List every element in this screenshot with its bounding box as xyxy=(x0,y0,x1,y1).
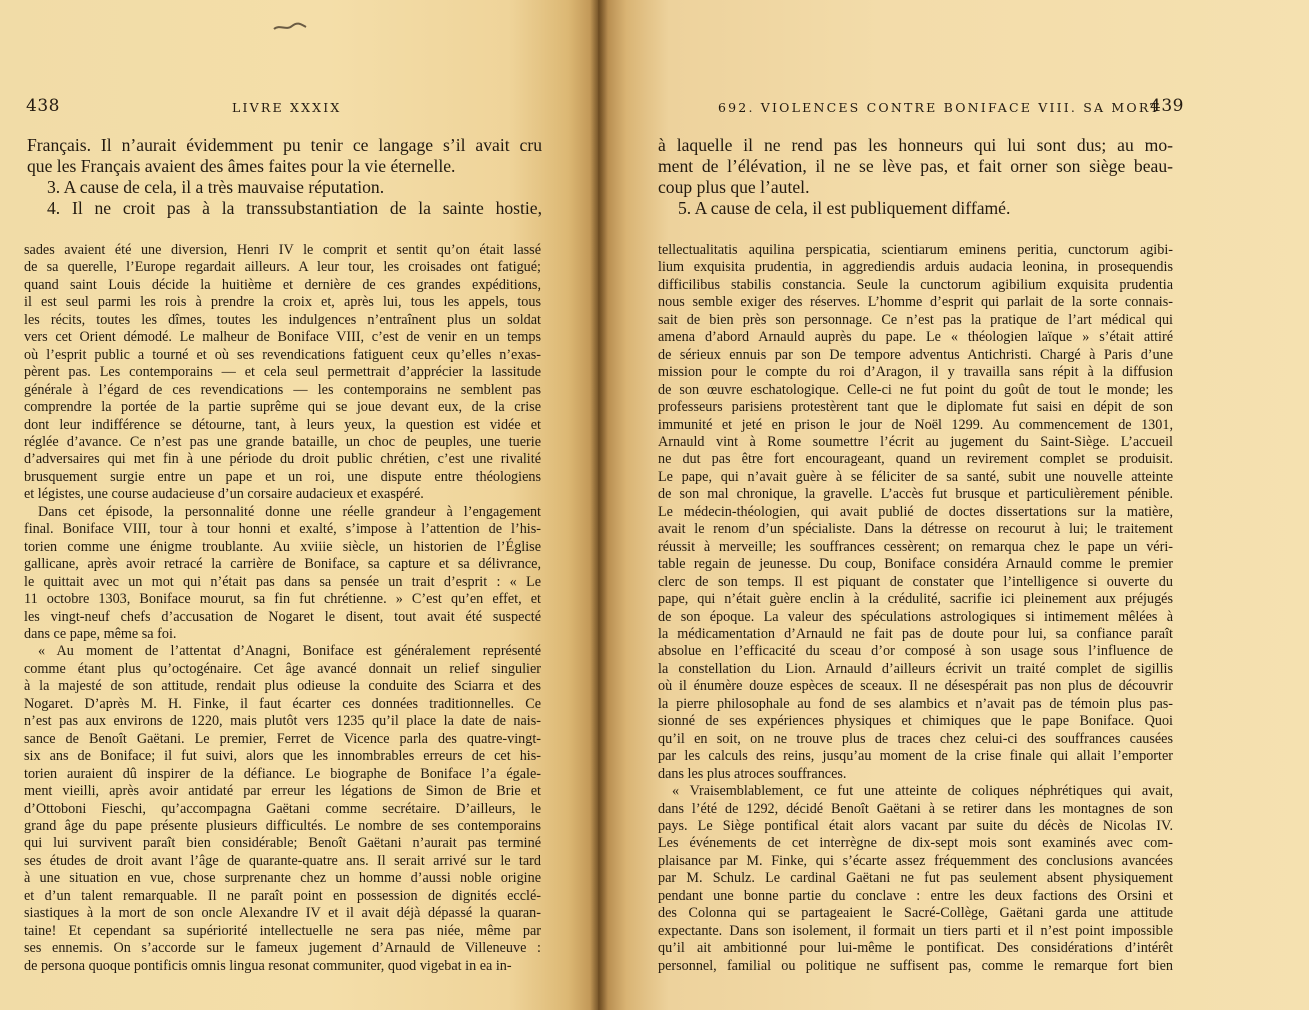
body-line: dans ce pape, même sa foi. xyxy=(24,625,177,642)
body-line: sance de Benoît Gaëtani. Le premier, Ferret de Vicence parla des quatre-vingt- xyxy=(24,730,541,747)
translation-line: 5. A cause de cela, il est publiquement diffamé. xyxy=(678,198,1011,218)
body-line: des Colonna qui se partageaient le Sacré-Collège, Gaëtani garda une attitude xyxy=(658,905,1173,922)
body-line: grand âge du pape présente plusieurs difficultés. Le nombre de ses contemporains xyxy=(24,817,541,834)
left-page xyxy=(0,0,598,1010)
body-line: par M. Schulz. Le cardinal Gaëtani ne fut pas seulement absent physiquement xyxy=(658,870,1173,887)
body-line: les vingt-neuf chefs d’accusation de Nogaret le disent, tout avait été suspecté xyxy=(24,608,541,625)
body-line: pèrent pas. Les contemporains — et cela seul permettrait d’apprécier la lassitude xyxy=(24,364,541,381)
body-line: « Au moment de l’attentat d’Anagni, Boniface est généralement représenté xyxy=(38,643,541,660)
body-line: les récits, toutes les dîmes, toutes les indulgences n’entraînent plus un soldat xyxy=(24,311,541,328)
body-line: dans les plus atroces souffrances. xyxy=(658,765,847,782)
body-line: Le médecin-théologien, qui avait publié de doctes dissertations sur la matière, xyxy=(658,503,1173,520)
body-line: la pierre philosophale au fond de ses alambics et n’avait pas de témoin plus pas- xyxy=(658,695,1173,712)
translation-block-right xyxy=(658,135,1173,219)
running-head-right: 692. VIOLENCES CONTRE BONIFACE VIII. SA MORT xyxy=(718,100,1161,115)
body-line: réglée d’avance. Ce n’est pas une grande bataille, un choc de peuples, une tuerie xyxy=(24,433,541,450)
body-line: ses ennemis. On s’accorde sur le fameux jugement d’Arnauld de Villeneuve : xyxy=(24,940,541,957)
right-page xyxy=(598,0,1309,1010)
body-line: Dans cet épisode, la personnalité donne une réelle grandeur à l’engagement xyxy=(38,503,541,520)
body-line: tellectualitatis aquilina perspicatia, scientiarum eminens peritia, cunctorum agibi- xyxy=(658,242,1173,258)
body-line: ne dut pas être fort encourageant, quand un revirement complet se produisit. xyxy=(658,451,1173,468)
body-line: sades avaient été une diversion, Henri IV le comprit et sentit qu’on était lassé xyxy=(24,242,541,258)
body-line: et légistes, une course audacieuse d’un corsaire audacieux et exaspéré. xyxy=(24,486,424,503)
body-line: amena d’abord Arnauld auprès du pape. Le « théologien laïque » s’était attiré xyxy=(658,329,1173,346)
body-line: qu’il en soit, on ne trouve plus de traces chez celui-ci des souffrances causées xyxy=(658,730,1173,747)
translation-line: que les Français avaient des âmes faites pour la vie éternelle. xyxy=(27,156,456,176)
body-line: sionné de ses expériences physiques et chimiques que le pape Boniface. Quoi xyxy=(658,713,1173,730)
translation-line: à laquelle il ne rend pas les honneurs qui lui sont dus; au mo- xyxy=(658,135,1173,155)
body-line: où l’esprit public a tourné et où ses revendications fatiguent ceux qu’elles n’exas- xyxy=(24,346,541,363)
body-line: de son mal chronique, la gravelle. L’accès fut brusque et particulièrement pénible. xyxy=(658,486,1173,503)
body-line: gallicane, après avoir retracé la carrière de Boniface, sa capture et sa délivrance, xyxy=(24,556,541,573)
body-line: 11 octobre 1303, Boniface mourut, sa fin fut chrétienne. » C’est qu’en effet, et xyxy=(24,591,541,608)
body-line: comprendre la portée de la partie suprême qui se joue devant eux, de la crise xyxy=(24,399,541,416)
body-line: lium exquisita prudentia, in aggrediendis arduis audacia leonina, in prosequendis xyxy=(658,259,1173,276)
body-line: nous semble exiger des réserves. L’homme d’esprit qui parlait de la sorte connais- xyxy=(658,294,1173,311)
body-line: la constellation du Lion. Arnauld d’ailleurs écrivit un traité complet de sigillis xyxy=(658,660,1173,677)
body-line: ment vieilli, après avoir antidaté par erreur les légations de Simon de Brie et xyxy=(24,783,541,800)
body-line: absolue en l’efficacité du sceau d’or composé à son usage sous l’influence de xyxy=(658,643,1173,660)
translation-line: 4. Il ne croit pas à la transsubstantiation de la sainte hostie, xyxy=(47,198,542,218)
body-line: avait le renom d’un spécialiste. Dans la détresse on recourut à lui; le traitement xyxy=(658,521,1173,538)
body-line: ses études de droit avant l’âge de quarante-quatre ans. Il serait arrivé sur le tard xyxy=(24,852,541,869)
translation-line: ment de l’élévation, il ne se lève pas, et fait orner son siège beau- xyxy=(658,156,1173,176)
body-line: réussit à merveille; les souffrances cessèrent; on remarqua chez le pape un véri- xyxy=(658,538,1173,555)
body-line: pays. Le Siège pontifical était alors vacant par suite du décès de Nicolas IV. xyxy=(658,817,1173,834)
body-line: de son œuvre eschatologique. Celle-ci ne fut point du goût de tout le monde; les xyxy=(658,381,1173,398)
body-line: qui lui survivent paraît bien considérable; Benoît Gaëtani n’aurait pas terminé xyxy=(24,835,541,852)
body-line: la médicamentation d’Arnauld ne fait pas de doute pour lui, sa confiance paraît xyxy=(658,625,1173,642)
body-line: brusquement surgie entre un pape et un roi, une dispute entre théologiens xyxy=(24,468,541,485)
page-number-right: 439 xyxy=(1150,96,1184,116)
body-line: d’adversaires qui met fin à une période du droit public chrétien, c’est une rivalité xyxy=(24,451,541,468)
ink-smudge-icon xyxy=(272,22,308,32)
translation-block-left xyxy=(27,135,542,219)
body-line: plaisance par M. Finke, qui s’écarte assez fréquemment des conclusions avancées xyxy=(658,852,1173,869)
translation-line: 3. A cause de cela, il a très mauvaise réputation. xyxy=(47,177,385,197)
body-line: sait de bien près son personnage. Ce n’est pas la pratique de l’art médical qui xyxy=(658,311,1173,328)
body-line: le quittait avec un mot qui n’était pas dans sa pensée un trait d’esprit : « Le xyxy=(24,573,541,590)
body-line: par les calculs des reins, jusqu’au moment de la crise finale qui allait l’emporter xyxy=(658,748,1173,765)
body-line: « Vraisemblablement, ce fut une atteinte de coliques néphrétiques qui avait, xyxy=(672,783,1173,800)
body-line: professeurs parisiens protestèrent tant que le diplomate fut saisi en dépit de son xyxy=(658,399,1173,416)
body-line: comme étant plus qu’octogénaire. Cet âge avancé donnait un relief singulier xyxy=(24,660,541,677)
body-line: expectante. Dans son isolement, il formait un tiers parti et il n’est point impossible xyxy=(658,922,1173,939)
body-line: immunité et jeté en prison le jour de Noël 1299. Au commencement de 1301, xyxy=(658,416,1173,433)
body-line: à la majesté de son attitude, rendait plus odieuse la conduite des Sciarra et des xyxy=(24,678,541,695)
body-line: table regain de jeunesse. Du coup, Boniface considéra Arnauld comme le premier xyxy=(658,556,1173,573)
body-line: où il énumère douze espèces de sceaux. Il ne désespérait pas non plus de découvrir xyxy=(658,678,1173,695)
body-line: de sérieux ennuis par son De tempore adventus Antichristi. Chargé à Paris d’une xyxy=(658,346,1173,363)
body-line: dans l’été de 1292, décidé Benoît Gaëtani à se retirer dans les montagnes de son xyxy=(658,800,1173,817)
body-line: personnel, familial ou politique ne suffisent pas, comme le remarque fort bien xyxy=(658,957,1173,974)
body-line: qu’il ait ambitionné pour lui-même le pontificat. Des considérations d’intérêt xyxy=(658,940,1173,957)
body-line: clerc de son temps. Il est piquant de constater que l’intelligence si ouverte du xyxy=(658,573,1173,590)
body-line: de persona quoque pontificis omnis lingua resonat communiter, quod vigebat in ea in- xyxy=(24,957,512,974)
body-line: vers cet Orient démodé. Le malheur de Boniface VIII, c’est de venir en un temps xyxy=(24,329,541,346)
body-text-left xyxy=(24,242,541,975)
body-line: et d’un talent remarquable. Il ne paraît point en possession de dignités ecclé- xyxy=(24,887,541,904)
body-line: mission pour le compte du roi d’Aragon, il y travailla sans répit à la diffusion xyxy=(658,364,1173,381)
body-line: final. Boniface VIII, tour à tour honni et exalté, s’impose à l’attention de l’his- xyxy=(24,521,541,538)
body-line: difficilibus stabilis constancia. Seule la cunctorum agibilium exquisita prudentia xyxy=(658,276,1173,293)
body-line: torien comme une énigme troublante. Au xviiie siècle, un historien de l’Église xyxy=(24,538,541,555)
running-head-left: LIVRE XXXIX xyxy=(232,100,342,115)
body-line: d’Ottoboni Fieschi, qu’accompagna Gaëtani comme secrétaire. D’ailleurs, le xyxy=(24,800,541,817)
body-line: Nogaret. D’après M. H. Finke, il faut écarter ces données traditionnelles. Ce xyxy=(24,695,541,712)
body-line: à une situation en vue, chose surprenante chez un homme d’aussi noble origine xyxy=(24,870,541,887)
body-line: de son époque. La valeur des spéculations astrologiques si intimement mêlées à xyxy=(658,608,1173,625)
body-line: pape, qui n’était guère enclin à la crédulité, sacrifie ici pleinement aux préjugés xyxy=(658,591,1173,608)
body-line: il est seul parmi les rois à prendre la croix et, après lui, tous les appels, tous xyxy=(24,294,541,311)
body-line: six ans de Boniface; il fut suivi, alors que les innombrables erreurs de cet his- xyxy=(24,748,541,765)
body-line: quand saint Louis décide la huitième et dernière de ces grandes expéditions, xyxy=(24,276,541,293)
body-line: siastiques à la mort de son oncle Alexandre IV et il avait déjà dépassé la quaran- xyxy=(24,905,541,922)
body-line: pendant une bonne partie du conclave : entre les deux factions des Orsini et xyxy=(658,887,1173,904)
body-line: générale à l’égard de ces revendications — les contemporains ne semblent pas xyxy=(24,381,541,398)
page-number-left: 438 xyxy=(26,96,60,116)
book-gutter xyxy=(590,0,608,1010)
body-line: Les événements de cet interrègne de dix-sept mois sont examinés avec com- xyxy=(658,835,1173,852)
translation-line: Français. Il n’aurait évidemment pu tenir ce langage s’il avait cru xyxy=(27,135,542,155)
body-line: Arnauld vint à Rome soumettre l’écrit au jugement du Saint-Siège. L’accueil xyxy=(658,433,1173,450)
body-line: dont leur indifférence se détourne, tant, à leurs yeux, la question est vidée et xyxy=(24,416,541,433)
translation-line: coup plus que l’autel. xyxy=(658,177,810,197)
body-line: de sa querelle, l’Europe regardait ailleurs. A leur tour, les croisades ont fatigué; xyxy=(24,259,541,276)
body-line: taine! Et cependant sa supériorité intellectuelle ne sera pas niée, même par xyxy=(24,922,541,939)
body-text-right xyxy=(658,242,1173,975)
body-line: torien auraient dû inspirer de la défiance. Le biographe de Boniface l’a égale- xyxy=(24,765,541,782)
body-line: Le pape, qui n’avait guère à se féliciter de sa santé, subit une nouvelle atteinte xyxy=(658,468,1173,485)
body-line: n’est pas aux environs de 1220, mais plutôt vers 1235 qu’il place la date de nais- xyxy=(24,713,541,730)
